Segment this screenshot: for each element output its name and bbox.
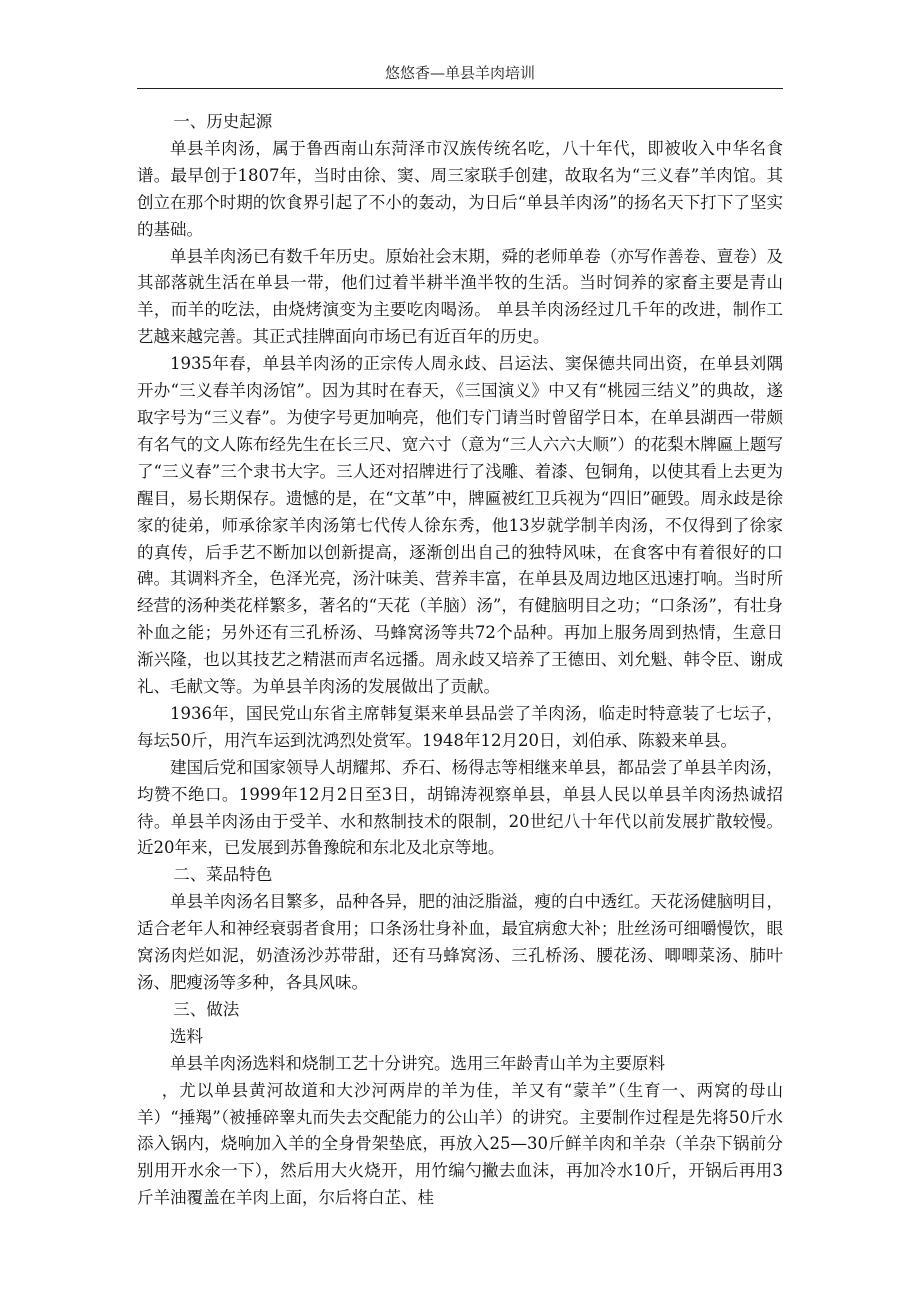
section-heading-features: 二、菜品特色 xyxy=(173,865,273,885)
subheading-selection: 选料 xyxy=(170,1026,203,1046)
page-header xyxy=(137,62,783,89)
section-heading-method: 三、做法 xyxy=(173,999,240,1019)
paragraph-history-4: 1936年，国民党山东省主席韩复渠来单县品尝了羊肉汤，临走时特意装了七坛子，每坛50斤，用汽车运到沈鸿烈处赏军。1948年12月20日，刘伯承、陈毅来单县。 xyxy=(137,703,783,750)
document-body xyxy=(137,109,783,1212)
paragraph-history-1: 单县羊肉汤，属于鲁西南山东菏泽市汉族传统名吃，八十年代，即被收入中华名食谱。最早创于1807年，当时由徐、窦、周三家联手创建，故取名为“三义春”羊肉馆。其创立在那个时期的饮食界引起了不小的轰动，为日后“单县羊肉汤”的扬名天下打下了坚实的基础。 xyxy=(137,138,783,239)
paragraph-history-5: 建国后党和国家领导人胡耀邦、乔石、杨得志等相继来单县，都品尝了单县羊肉汤，均赞不绝口。1999年12月2日至3日，胡锦涛视察单县，单县人民以单县羊肉汤热诚招待。单县羊肉汤由于受羊、水和熬制技术的限制，20世纪八十年代以前发展扩散较慢。近20年来，已发展到苏鲁豫皖和东北及北京等地。 xyxy=(137,757,783,858)
header-title: 悠悠香—单县羊肉培训 xyxy=(384,64,535,82)
paragraph-history-3: 1935年春，单县羊肉汤的正宗传人周永歧、吕运法、窦保德共同出资，在单县刘隅开办“三义春羊肉汤馆”。因为其时在春天，《三国演义》中又有“桃园三结义”的典故，遂取字号为“三义春”。为使字号更加响亮，他们专门请当时曾留学日本，在单县湖西一带颇有名气的文人陈布经先生在长三尺、宽六寸（意为“三人六六大顺”）的花梨木牌匾上题写了“三义春”三个隶书大字。三人还对招牌进行了浅雕、着漆、包铜角，以使其看上去更为醒目，易长期保存。遗憾的是，在“文革”中，牌匾被红卫兵视为“四旧”砸毁。周永歧是徐家的徒弟，师承徐家羊肉汤第七代传人徐东秀，他13岁就学制羊肉汤，不仅得到了徐家的真传，后手艺不断加以创新提高，逐渐创出自己的独特风味，在食客中有着很好的口碑。其调料齐全，色泽光亮，汤汁味美、营养丰富，在单县及周边地区迅速打响。当时所经营的汤种类花样繁多，著名的“天花（羊脑）汤”，有健脑明目之功；“口条汤”，有壮身补血之能；另外还有三孔桥汤、马蜂窝汤等共72个品种。再加上服务周到热情，生意日渐兴隆，也以其技艺之精湛而声名远播。周永歧又培养了王德田、刘允魁、韩令臣、谢成礼、毛献文等。为单县羊肉汤的发展做出了贡献。 xyxy=(137,354,783,697)
paragraph-history-2: 单县羊肉汤已有数千年历史。原始社会末期，舜的老师单卷（亦写作善卷、亶卷）及其部落就生活在单县一带，他们过着半耕半渔半牧的生活。当时饲养的家畜主要是青山羊，而羊的吃法，由烧烤演变为主要吃肉喝汤。 单县羊肉汤经过几千年的改进，制作工艺越来越完善。其正式挂牌面向市场已有近百年的历史。 xyxy=(137,246,783,347)
section-heading-history: 一、历史起源 xyxy=(173,112,273,131)
paragraph-method-1: 单县羊肉汤选料和烧制工艺十分讲究。选用三年龄青山羊为主要原料 xyxy=(170,1053,665,1073)
paragraph-method-2: ，尤以单县黄河故道和大沙河两岸的羊为佳，羊又有“蒙羊”（生育一、两窝的母山羊）“捶羯”（被捶碎睾丸而失去交配能力的公山羊）的讲究。主要制作过程是先将50斤水添入锅内，烧响加入羊的全身骨架垫底，再放入25—30斤鲜羊肉和羊杂（羊杂下锅前分别用开水氽一下），然后用大火烧开，用竹编勺撇去血沫，再加冷水10斤，开锅后再用3斤羊油覆盖在羊肉上面，尔后将白芷、桂 xyxy=(137,1080,783,1208)
paragraph-features-1: 单县羊肉汤名目繁多，品种各异，肥的油泛脂溢，瘦的白中透红。天花汤健脑明目，适合老年人和神经衰弱者食用；口条汤壮身补血，最宜病愈大补；肚丝汤可细嚼慢饮，眼窝汤肉烂如泥，奶渣汤沙苏带甜，还有马蜂窝汤、三孔桥汤、腰花汤、唧唧菜汤、肺叶汤、肥瘦汤等多种，各具风味。 xyxy=(137,892,783,992)
